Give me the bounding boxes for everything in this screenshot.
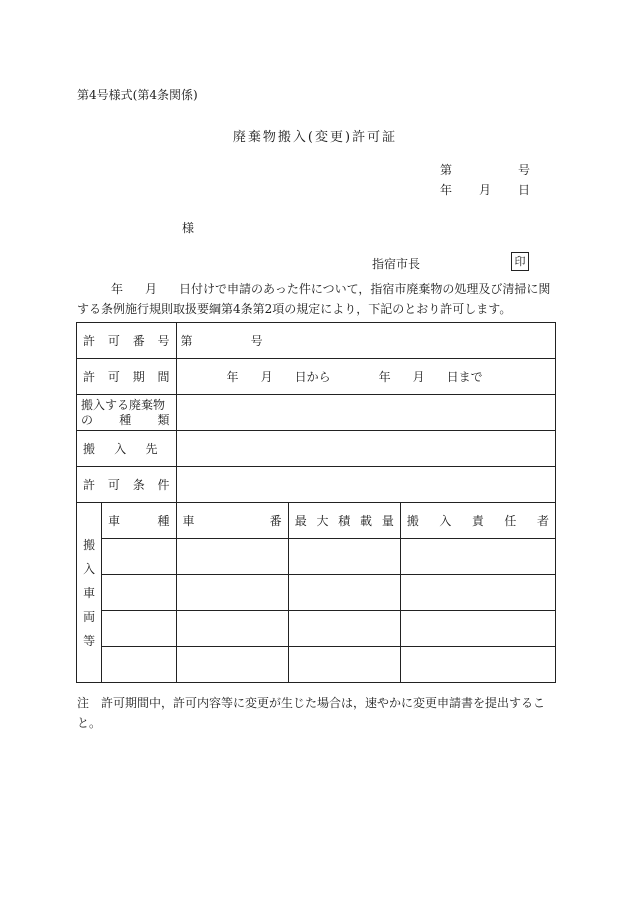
permit-number-suffix: 号 [250,334,263,348]
max-load-header: 最 大 積 載 量 [288,503,400,539]
body-month: 月 [145,282,158,296]
destination-value[interactable] [176,431,555,467]
permit-number-prefix: 第 [180,334,193,348]
permit-number-value[interactable] [176,323,555,359]
permit-number-label: 許 可 番 号 [77,323,177,359]
vehicle-number-cell[interactable] [176,647,288,683]
period-end-month: 月 [412,370,425,384]
permit-number-line [440,161,530,178]
conditions-value[interactable] [176,467,555,503]
permit-period-value[interactable] [176,359,555,395]
date-day: 日 [517,183,530,197]
waste-type-value[interactable] [176,395,555,431]
vehicle-number-cell[interactable] [176,539,288,575]
period-end-year: 年 [378,370,391,384]
vehicle-row [77,611,556,647]
period-start-month: 月 [260,370,273,384]
max-load-cell[interactable] [288,575,400,611]
issuer-name: 指宿市長 [372,257,421,271]
period-end-day: 日まで [446,370,483,384]
vehicle-type-cell[interactable] [102,647,176,683]
vehicle-type-cell[interactable] [102,575,176,611]
note-line1: 許可期間中，許可内容等に変更が生じた場合は，速やかに変更申請書を提出するこ [101,696,546,710]
vehicle-number-cell[interactable] [176,575,288,611]
document-title: 廃棄物搬入(変更)許可証 [232,130,398,145]
vehicles-header-row [77,503,556,539]
note-marker: 注 [77,696,90,710]
body-year: 年 [111,282,124,296]
permit-period-label: 許 可 期 間 [77,359,177,395]
responsible-person-header: 搬 入 責 任 者 [400,503,555,539]
vehicle-number-cell[interactable] [176,611,288,647]
recipient-honorific: 様 [182,221,195,235]
responsible-person-cell[interactable] [400,611,555,647]
period-start-day: 日から [294,370,331,384]
body-paragraph [77,279,555,319]
destination-row [77,431,556,467]
footnote [77,693,555,733]
form-number-label: 第4号様式(第4条関係) [77,88,198,102]
vehicle-type-header: 車 種 [102,503,176,539]
vehicle-type-cell[interactable] [102,611,176,647]
destination-label: 搬 入 先 [77,431,177,467]
max-load-cell[interactable] [288,647,400,683]
vehicle-row [77,575,556,611]
permit-table [76,322,556,683]
period-start-year: 年 [226,370,239,384]
permit-number-row [77,323,556,359]
waste-type-row [77,395,556,431]
body-line2-text: する条例施行規則取扱要綱第4条第2項の規定により，下記のとおり許可します。 [77,302,512,316]
vehicles-label: 搬 入 車 両 等 [77,503,102,683]
date-month: 月 [478,183,491,197]
vehicle-row [77,647,556,683]
seal-mark: 印 [511,252,529,271]
responsible-person-cell[interactable] [400,539,555,575]
vehicle-type-cell[interactable] [102,539,176,575]
max-load-cell[interactable] [288,611,400,647]
vehicle-number-header: 車 番 [176,503,288,539]
max-load-cell[interactable] [288,539,400,575]
waste-type-label: 搬入する廃棄物 の 種 類 [77,395,177,431]
conditions-label: 許 可 条 件 [77,467,177,503]
conditions-row [77,467,556,503]
note-line2: と。 [77,716,102,730]
number-suffix: 号 [517,163,530,177]
permit-period-row [77,359,556,395]
issue-date-line [440,181,530,198]
responsible-person-cell[interactable] [400,575,555,611]
body-line1-text: 日付けで申請のあった件について，指宿市廃棄物の処理及び清掃に関 [179,282,551,296]
vehicle-row [77,539,556,575]
responsible-person-cell[interactable] [400,647,555,683]
date-year: 年 [440,183,453,197]
number-prefix: 第 [440,163,453,177]
